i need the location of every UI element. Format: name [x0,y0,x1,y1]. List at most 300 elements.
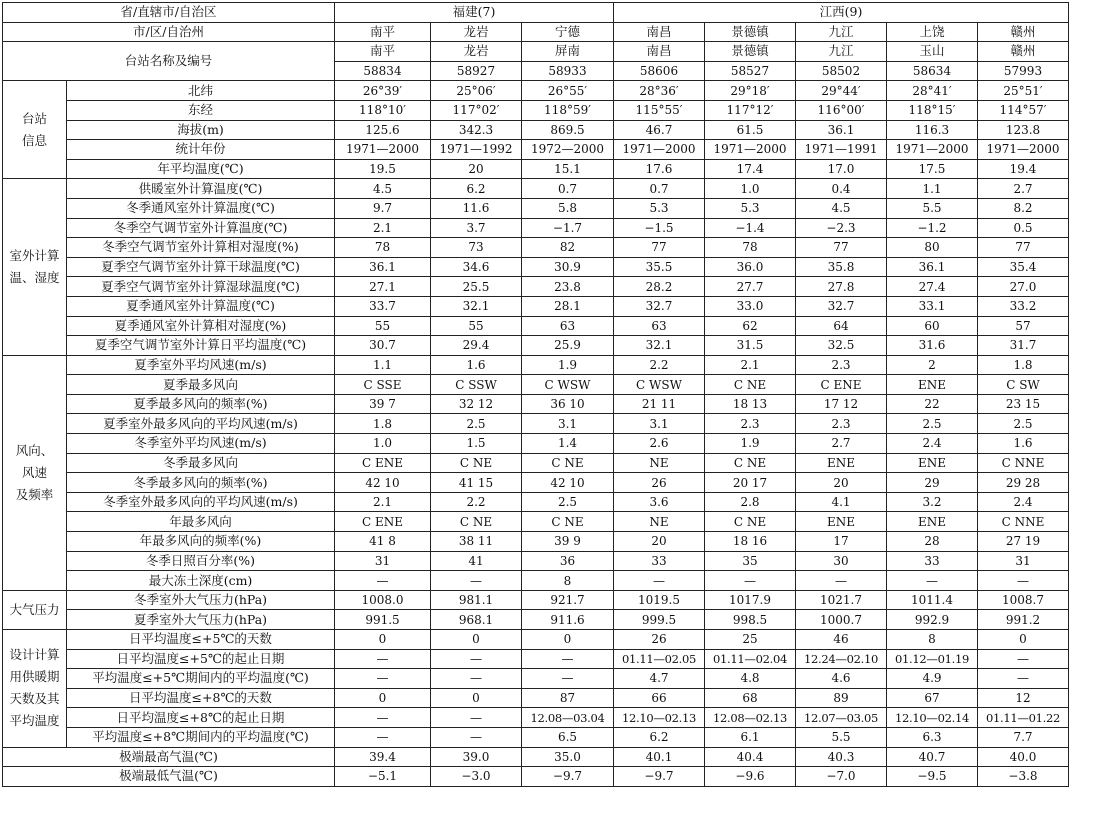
data-cell: 2.1 [335,218,431,238]
data-cell: 40.3 [796,747,887,767]
data-cell: 1.0 [335,434,431,454]
row-label: 极端最高气温(℃) [3,747,335,767]
station-id: 57993 [978,61,1069,81]
data-cell: 77 [978,238,1069,258]
data-cell: 11.6 [431,198,522,218]
station-id: 58834 [335,61,431,81]
station-name: 龙岩 [431,42,522,62]
data-cell: 32.1 [431,296,522,316]
data-cell: — [522,669,614,689]
row-label: 冬季日照百分率(%) [67,551,335,571]
station-id: 58527 [705,61,796,81]
data-cell: 66 [614,688,705,708]
data-cell: −1.2 [887,218,978,238]
data-cell: 1972—2000 [522,140,614,160]
station-id: 58634 [887,61,978,81]
table-row [3,238,1069,258]
station-name: 南平 [335,42,431,62]
data-cell: −9.6 [705,767,796,787]
row-label: 最大冻土深度(cm) [67,571,335,591]
data-cell: 67 [887,688,978,708]
data-cell: 39.0 [431,747,522,767]
data-cell: 17 [796,532,887,552]
data-cell: 40.7 [887,747,978,767]
data-cell: 981.1 [431,590,522,610]
data-cell: 64 [796,316,887,336]
data-cell: 12.08—03.04 [522,708,614,728]
data-cell: — [335,727,431,747]
station-name: 南昌 [614,42,705,62]
data-cell: −7.0 [796,767,887,787]
row-label: 冬季室外平均风速(m/s) [67,434,335,454]
city-name: 九江 [796,22,887,42]
city-name: 南平 [335,22,431,42]
station-name: 景德镇 [705,42,796,62]
data-cell: 5.5 [796,727,887,747]
table-row [3,414,1069,434]
section-label: 风向、 风速 及频率 [3,355,67,590]
data-cell: 1.8 [978,355,1069,375]
data-cell: 2.5 [978,414,1069,434]
data-cell: — [431,727,522,747]
data-cell: 40.1 [614,747,705,767]
table-row [3,120,1069,140]
section-label: 室外计算 温、湿度 [3,179,67,355]
data-cell: 80 [887,238,978,258]
row-label: 夏季最多风向 [67,375,335,395]
data-cell: 20 [614,532,705,552]
data-cell: 1971—1991 [796,140,887,160]
data-cell: NE [614,512,705,532]
data-cell: 6.5 [522,727,614,747]
table-row [3,630,1069,650]
data-cell: 2.1 [705,355,796,375]
data-cell: 27.8 [796,277,887,297]
data-cell: 30 [796,551,887,571]
row-label: 夏季室外大气压力(hPa) [67,610,335,630]
data-cell: 41 [431,551,522,571]
table-row [3,198,1069,218]
data-cell: −1.7 [522,218,614,238]
data-cell: 41 8 [335,532,431,552]
table-row [3,473,1069,493]
data-cell: 28 [887,532,978,552]
row-label: 日平均温度≤+5℃的起止日期 [67,649,335,669]
data-cell: — [431,669,522,689]
table-row [3,767,1069,787]
data-cell: 5.5 [887,198,978,218]
city-label: 市/区/自治州 [3,22,335,42]
data-cell: 117°12′ [705,100,796,120]
data-cell: 18 13 [705,394,796,414]
table-row [3,532,1069,552]
data-cell: C NNE [978,512,1069,532]
row-label: 夏季室外平均风速(m/s) [67,355,335,375]
data-cell: 2.7 [978,179,1069,199]
data-cell: 1.9 [705,434,796,454]
province-label: 省/直辖市/自治区 [3,3,335,23]
data-cell: 33.2 [978,296,1069,316]
data-cell: 39 9 [522,532,614,552]
station-id: 58927 [431,61,522,81]
row-label: 年平均温度(℃) [67,159,335,179]
data-cell: 991.2 [978,610,1069,630]
data-cell: 25.9 [522,336,614,356]
data-cell: 1017.9 [705,590,796,610]
table-row [3,257,1069,277]
table-row [3,649,1069,669]
data-cell: 27.4 [887,277,978,297]
data-cell: 32.5 [796,336,887,356]
table-row [3,434,1069,454]
data-cell: −3.0 [431,767,522,787]
data-cell: 0.4 [796,179,887,199]
data-cell: −1.5 [614,218,705,238]
station-id: 58502 [796,61,887,81]
data-cell: 32.7 [796,296,887,316]
data-cell: 9.7 [335,198,431,218]
data-cell: 17 12 [796,394,887,414]
data-cell: 12.10—02.14 [887,708,978,728]
station-name-row [3,42,1069,62]
data-cell: 31 [978,551,1069,571]
data-cell: 20 17 [705,473,796,493]
data-cell: 0.5 [978,218,1069,238]
data-cell: 29 [887,473,978,493]
data-cell: 33.1 [887,296,978,316]
data-cell: 62 [705,316,796,336]
data-cell: 35 [705,551,796,571]
data-cell: C SSE [335,375,431,395]
data-cell: 63 [614,316,705,336]
data-cell: C NE [705,512,796,532]
row-label: 平均温度≤+8℃期间内的平均温度(℃) [67,727,335,747]
data-cell: 21 11 [614,394,705,414]
data-cell: 2.3 [796,355,887,375]
data-cell: 1.1 [887,179,978,199]
data-cell: 0 [335,688,431,708]
data-cell: 2.5 [431,414,522,434]
data-cell: 2.2 [614,355,705,375]
data-cell: 1971—2000 [614,140,705,160]
section-label: 设计计算 用供暖期 天数及其 平均温度 [3,630,67,748]
data-cell: 25 [705,630,796,650]
data-cell: 31.7 [978,336,1069,356]
data-cell: 0.7 [522,179,614,199]
data-cell: 3.6 [614,492,705,512]
data-cell: 2.5 [522,492,614,512]
data-cell: 1971—2000 [705,140,796,160]
data-cell: 0 [978,630,1069,650]
data-cell: ENE [887,453,978,473]
table-row [3,551,1069,571]
data-cell: 0.7 [614,179,705,199]
data-cell: 2.2 [431,492,522,512]
data-cell: 78 [335,238,431,258]
data-cell: C WSW [614,375,705,395]
data-cell: 1971—2000 [335,140,431,160]
row-label: 夏季通风室外计算温度(℃) [67,296,335,316]
data-cell: 8 [522,571,614,591]
data-cell: 1971—2000 [887,140,978,160]
data-cell: 7.7 [978,727,1069,747]
data-cell: 01.11—02.04 [705,649,796,669]
data-cell: 18 16 [705,532,796,552]
data-cell: 6.2 [614,727,705,747]
data-cell: — [335,571,431,591]
data-cell: 61.5 [705,120,796,140]
data-cell: 1000.7 [796,610,887,630]
data-cell: 118°10′ [335,100,431,120]
city-name: 景德镇 [705,22,796,42]
data-cell: 4.8 [705,669,796,689]
data-cell: 4.7 [614,669,705,689]
data-cell: −5.1 [335,767,431,787]
data-cell: 29 28 [978,473,1069,493]
data-cell: 125.6 [335,120,431,140]
row-label: 冬季室外大气压力(hPa) [67,590,335,610]
data-cell: 6.2 [431,179,522,199]
row-label: 夏季通风室外计算相对湿度(%) [67,316,335,336]
row-label: 年最多风向的频率(%) [67,532,335,552]
data-cell: 27.0 [978,277,1069,297]
data-cell: 31.5 [705,336,796,356]
data-cell: 42 10 [335,473,431,493]
data-cell: C ENE [335,453,431,473]
data-cell: 31 [335,551,431,571]
data-cell: 115°55′ [614,100,705,120]
data-cell: — [431,571,522,591]
data-cell: 35.0 [522,747,614,767]
data-cell: C NE [522,453,614,473]
data-cell: ENE [796,512,887,532]
data-cell: 2.3 [705,414,796,434]
row-label: 冬季室外最多风向的平均风速(m/s) [67,492,335,512]
data-cell: 118°59′ [522,100,614,120]
data-cell: 4.6 [796,669,887,689]
data-cell: 4.1 [796,492,887,512]
data-cell: 35.4 [978,257,1069,277]
table-row [3,100,1069,120]
table-row [3,296,1069,316]
data-cell: 1.1 [335,355,431,375]
data-cell: 992.9 [887,610,978,630]
table-row [3,375,1069,395]
data-cell: — [335,669,431,689]
data-cell: — [431,649,522,669]
station-id: 58933 [522,61,614,81]
data-cell: — [978,649,1069,669]
row-label: 冬季最多风向的频率(%) [67,473,335,493]
row-label: 供暖室外计算温度(℃) [67,179,335,199]
data-cell: — [887,571,978,591]
table-row [3,512,1069,532]
data-cell: 921.7 [522,590,614,610]
row-label: 日平均温度≤+8℃的天数 [67,688,335,708]
data-cell: 0 [431,688,522,708]
row-label: 日平均温度≤+5℃的天数 [67,630,335,650]
data-cell: 1011.4 [887,590,978,610]
data-cell: 15.1 [522,159,614,179]
data-cell: — [978,669,1069,689]
row-label: 统计年份 [67,140,335,160]
data-cell: −9.7 [522,767,614,787]
table-row [3,492,1069,512]
table-row [3,81,1069,101]
row-label: 平均温度≤+5℃期间内的平均温度(℃) [67,669,335,689]
city-name: 上饶 [887,22,978,42]
data-cell: 20 [796,473,887,493]
data-cell: 4.9 [887,669,978,689]
data-cell: 12.24—02.10 [796,649,887,669]
section-label: 台站 信息 [3,81,67,179]
data-cell: — [335,708,431,728]
data-cell: 29°44′ [796,81,887,101]
data-cell: 869.5 [522,120,614,140]
data-cell: ENE [887,512,978,532]
data-cell: 116°00′ [796,100,887,120]
data-cell: 1.8 [335,414,431,434]
data-cell: 01.11—02.05 [614,649,705,669]
data-cell: C NE [522,512,614,532]
table-row [3,218,1069,238]
row-label: 夏季空气调节室外计算干球温度(℃) [67,257,335,277]
data-cell: 118°15′ [887,100,978,120]
data-cell: 33.0 [705,296,796,316]
data-cell: 01.12—01.19 [887,649,978,669]
data-cell: 12.08—02.13 [705,708,796,728]
data-cell: 26°55′ [522,81,614,101]
data-cell: 41 15 [431,473,522,493]
data-cell: 39.4 [335,747,431,767]
data-cell: 55 [431,316,522,336]
row-label: 冬季空气调节室外计算相对湿度(%) [67,238,335,258]
table-row [3,610,1069,630]
data-cell: 1.6 [978,434,1069,454]
data-cell: 117°02′ [431,100,522,120]
data-cell: C ENE [335,512,431,532]
row-label: 冬季空气调节室外计算温度(℃) [67,218,335,238]
data-cell: 911.6 [522,610,614,630]
data-cell: 36.1 [796,120,887,140]
data-cell: 42 10 [522,473,614,493]
data-cell: C NE [431,453,522,473]
data-cell: 57 [978,316,1069,336]
data-cell: 22 [887,394,978,414]
row-label: 北纬 [67,81,335,101]
data-cell: 2.7 [796,434,887,454]
data-cell: 998.5 [705,610,796,630]
table-row [3,159,1069,179]
table-row [3,669,1069,689]
city-row [3,22,1069,42]
table-row [3,688,1069,708]
data-cell: 5.3 [705,198,796,218]
section-label: 大气压力 [3,590,67,629]
data-cell: 33 [614,551,705,571]
data-cell: 25°06′ [431,81,522,101]
data-cell: 1008.7 [978,590,1069,610]
data-cell: 26 [614,630,705,650]
data-cell: 0 [335,630,431,650]
data-cell: −9.7 [614,767,705,787]
data-cell: 1.5 [431,434,522,454]
data-cell: — [614,571,705,591]
data-cell: 33.7 [335,296,431,316]
data-cell: 23.8 [522,277,614,297]
city-name: 龙岩 [431,22,522,42]
data-cell: 82 [522,238,614,258]
province-row [3,3,1069,23]
data-cell: 5.3 [614,198,705,218]
data-cell: 2.6 [614,434,705,454]
data-cell: 36 [522,551,614,571]
data-cell: 342.3 [431,120,522,140]
data-cell: — [978,571,1069,591]
data-cell: 0 [431,630,522,650]
data-cell: 31.6 [887,336,978,356]
data-cell: 4.5 [796,198,887,218]
province-group: 福建(7) [335,3,614,23]
data-cell: 12.07—03.05 [796,708,887,728]
data-cell: 68 [705,688,796,708]
data-cell: 77 [614,238,705,258]
data-cell: −2.3 [796,218,887,238]
data-cell: 999.5 [614,610,705,630]
station-name: 屏南 [522,42,614,62]
data-cell: 73 [431,238,522,258]
row-label: 年最多风向 [67,512,335,532]
data-cell: 0 [522,630,614,650]
row-label: 东经 [67,100,335,120]
data-cell: 1.6 [431,355,522,375]
data-cell: 40.4 [705,747,796,767]
data-cell: 39 7 [335,394,431,414]
data-cell: 25.5 [431,277,522,297]
data-cell: 32.7 [614,296,705,316]
data-cell: 28.2 [614,277,705,297]
data-cell: 5.8 [522,198,614,218]
data-cell: 40.0 [978,747,1069,767]
data-cell: 27.1 [335,277,431,297]
data-cell: — [796,571,887,591]
data-cell: 991.5 [335,610,431,630]
data-cell: C WSW [522,375,614,395]
data-cell: 968.1 [431,610,522,630]
province-group: 江西(9) [614,3,1069,23]
data-cell: 55 [335,316,431,336]
table-row [3,747,1069,767]
data-cell: 17.0 [796,159,887,179]
data-cell: 78 [705,238,796,258]
table-row [3,140,1069,160]
data-cell: 2.1 [335,492,431,512]
data-cell: 2.4 [887,434,978,454]
data-cell: 36 10 [522,394,614,414]
data-cell: 63 [522,316,614,336]
data-cell: 36.1 [335,257,431,277]
data-cell: ENE [796,453,887,473]
data-cell: 29.4 [431,336,522,356]
data-cell: — [431,708,522,728]
data-cell: — [335,649,431,669]
data-cell: 19.5 [335,159,431,179]
table-row [3,277,1069,297]
data-cell: NE [614,453,705,473]
data-cell: — [522,649,614,669]
row-label: 海拔(m) [67,120,335,140]
data-cell: 12 [978,688,1069,708]
